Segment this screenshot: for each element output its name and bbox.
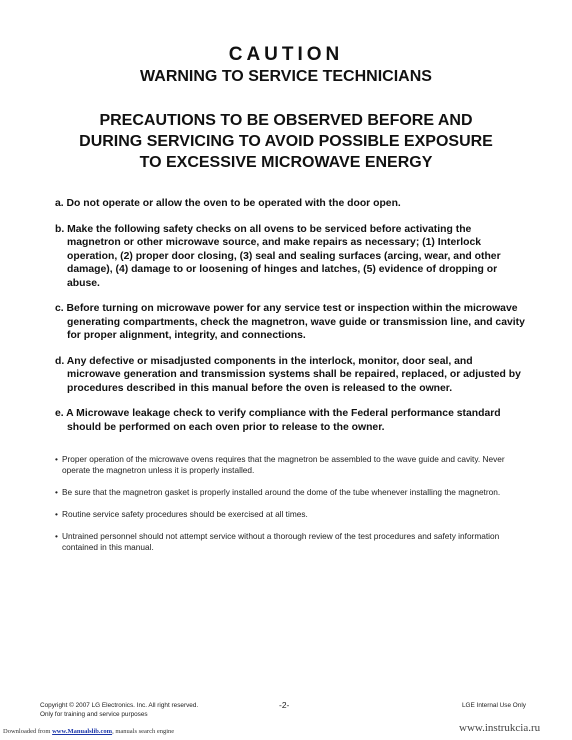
manualslib-link[interactable]: www.Manualslib.com bbox=[52, 728, 113, 735]
safety-note-text: Be sure that the magnetron gasket is properly installed around the dome of the tube whenever installing the magnetron. bbox=[62, 487, 501, 497]
safety-note bbox=[55, 509, 525, 520]
bullet-icon: • bbox=[55, 454, 58, 464]
footer-training: Only for training and service purposes bbox=[40, 710, 148, 718]
bullet-icon: • bbox=[55, 487, 58, 497]
safety-notes-list bbox=[55, 454, 525, 564]
footer-copyright-block bbox=[40, 702, 198, 719]
safety-items-list bbox=[55, 197, 525, 442]
precautions-line: PRECAUTIONS TO BE OBSERVED BEFORE AND bbox=[99, 112, 473, 129]
safety-note-text: Proper operation of the microwave ovens requires that the magnetron be assembled to the wave guide and cavity. Never operate the magnetron unless it is properly installed. bbox=[62, 454, 505, 475]
download-credit: Downloaded from www.Manualslib.com, manuals search engine bbox=[3, 728, 175, 735]
bullet-icon: • bbox=[55, 509, 58, 519]
safety-note-text: Untrained personnel should not attempt service without a thorough review of the test procedures and safety information contained in this manual. bbox=[62, 531, 500, 552]
precautions-heading bbox=[40, 110, 532, 173]
footer-copyright: Copyright © 2007 LG Electronics. Inc. All right reserved. bbox=[40, 702, 199, 709]
safety-note bbox=[55, 531, 525, 553]
watermark-text: www.instrukcia.ru bbox=[459, 722, 541, 734]
download-prefix: Downloaded from bbox=[3, 728, 51, 735]
safety-item-a: a. Do not operate or allow the oven to be operated with the door open. bbox=[55, 198, 401, 209]
safety-item-b: b. Make the following safety checks on all ovens to be serviced before activating the magnetron or other microwave source, and make repairs as necessary; (1) Interlock operation, (2) proper door closing, (3) seal and sealing surfaces (arcing, wear, and other damage), (4) damage to or loosening of hinges and latches, (5) evidence of dropping or abuse. bbox=[55, 223, 501, 289]
download-suffix: manuals search engine bbox=[115, 728, 175, 735]
warning-heading: WARNING TO SERVICE TECHNICIANS bbox=[140, 68, 432, 85]
safety-item-e: e. A Microwave leakage check to verify compliance with the Federal performance standard should be performed on each oven prior to release to the owner. bbox=[55, 408, 501, 433]
precautions-line: DURING SERVICING TO AVOID POSSIBLE EXPOSURE bbox=[79, 133, 493, 150]
safety-note bbox=[55, 454, 525, 476]
bullet-icon: • bbox=[55, 531, 58, 541]
safety-note-text: Routine service safety procedures should be exercised at all times. bbox=[62, 509, 308, 519]
safety-item-c: c. Before turning on microwave power for any service test or inspection within the microwave generating compartments, check the magnetron, wave guide or transmission line, and cavity for proper alignment, integrity, and connections. bbox=[55, 303, 525, 341]
page-number: -2- bbox=[279, 700, 290, 710]
safety-item-d: d. Any defective or misadjusted components in the interlock, monitor, door seal, and microwave generation and transmission systems shall be repaired, replaced, or adjusted by procedures described in this manual before the oven is released to the owner. bbox=[55, 355, 521, 394]
safety-note bbox=[55, 487, 525, 498]
precautions-line: TO EXCESSIVE MICROWAVE ENERGY bbox=[139, 154, 433, 171]
footer-internal-use: LGE Internal Use Only bbox=[462, 702, 526, 709]
caution-heading: CAUTION bbox=[228, 44, 344, 65]
